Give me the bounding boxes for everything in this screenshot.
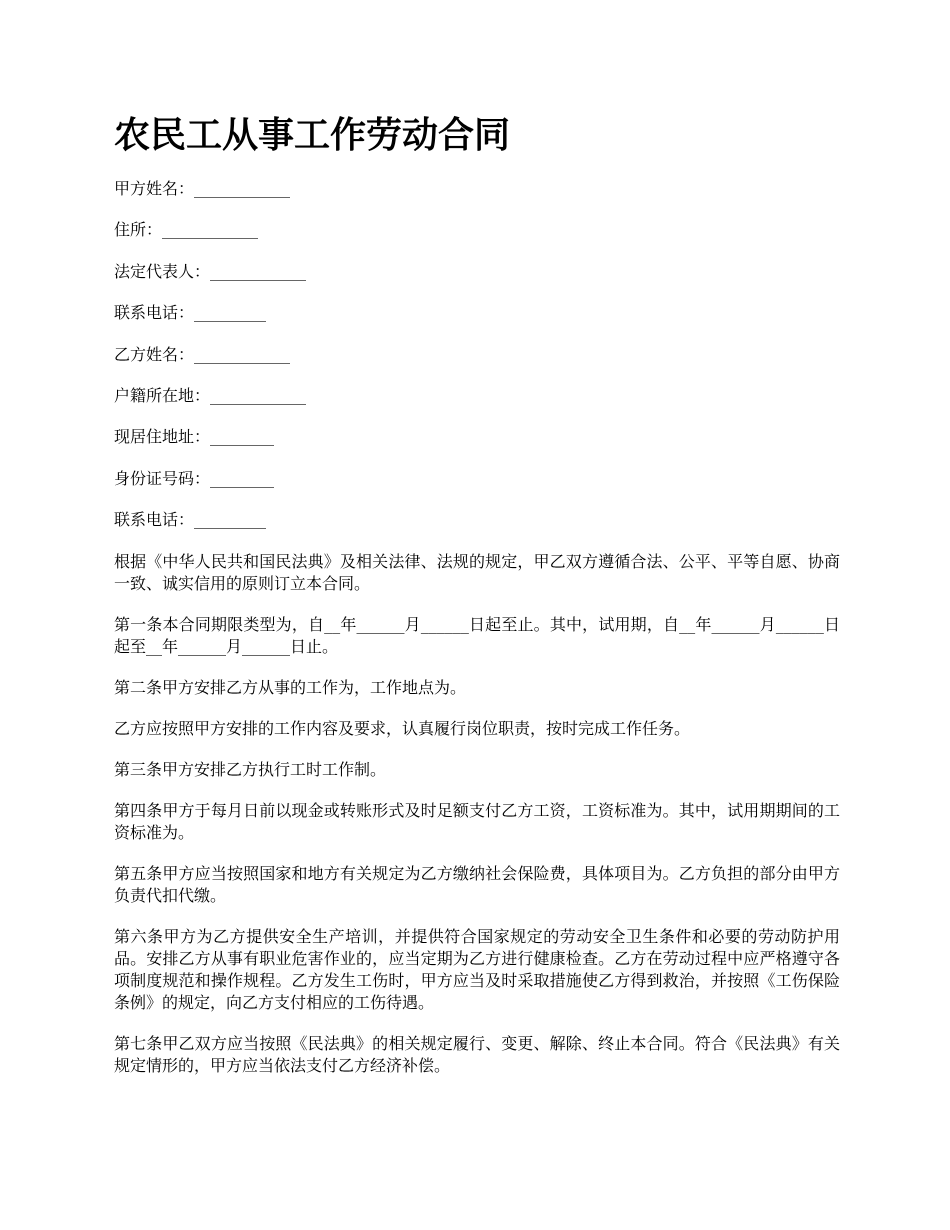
article-3-paragraph: 第三条甲方安排乙方执行工时工作制。 [114,759,387,779]
party-b-name-field: 乙方姓名：____________ [114,344,291,364]
contract-body [114,551,840,1077]
article-6-paragraph: 第六条甲方为乙方提供安全生产培训，并提供符合国家规定的劳动安全卫生条件和必要的劳动防护用品。安排乙方从事有职业危害作业的，应当定期为乙方进行健康检查。乙方在劳动过程中应严格遵守各项制度规范和操作规程。乙方发生工伤时，甲方应当及时采取措施使乙方得到救治，并按照《工伤保险条例》的规定，向乙方支付相应的工伤待遇。 [114,926,840,1012]
party-a-legal-rep-field: 法定代表人：____________ [114,261,307,281]
party-a-address-field: 住所：____________ [114,220,259,240]
article-4-paragraph: 第四条甲方于每月日前以现金或转账形式及时足额支付乙方工资，工资标准为。其中，试用期期间的工资标准为。 [114,800,840,842]
article-2-paragraph: 第二条甲方安排乙方从事的工作为，工作地点为。 [114,677,467,697]
party-fields [114,178,840,531]
party-b-id-number-field: 身份证号码：________ [114,468,275,488]
party-b-household-field: 户籍所在地：____________ [114,385,307,405]
article-2-duty-paragraph: 乙方应按照甲方安排的工作内容及要求，认真履行岗位职责，按时完成工作任务。 [114,718,691,738]
document-page [114,112,840,1096]
article-1-paragraph: 第一条本合同期限类型为，自__年______月______日起至止。其中，试用期，自__年______月______日起至__年______月______日止。 [114,614,840,656]
party-b-residence-field: 现居住地址：________ [114,427,275,447]
article-5-paragraph: 第五条甲方应当按照国家和地方有关规定为乙方缴纳社会保险费，具体项目为。乙方负担的部分由甲方负责代扣代缴。 [114,863,840,905]
party-a-phone-field: 联系电话：_________ [114,303,267,323]
party-a-name-field: 甲方姓名：____________ [114,179,291,198]
article-7-paragraph: 第七条甲乙双方应当按照《民法典》的相关规定履行、变更、解除、终止本合同。符合《民法典》有关规定情形的，甲方应当依法支付乙方经济补偿。 [114,1033,840,1075]
preamble-paragraph: 根据《中华人民共和国民法典》及相关法律、法规的规定，甲乙双方遵循合法、公平、平等自愿、协商一致、诚实信用的原则订立本合同。 [114,551,840,593]
party-b-phone-field: 联系电话：_________ [114,510,267,530]
document-title: 农民工从事工作劳动合同 [114,115,511,156]
